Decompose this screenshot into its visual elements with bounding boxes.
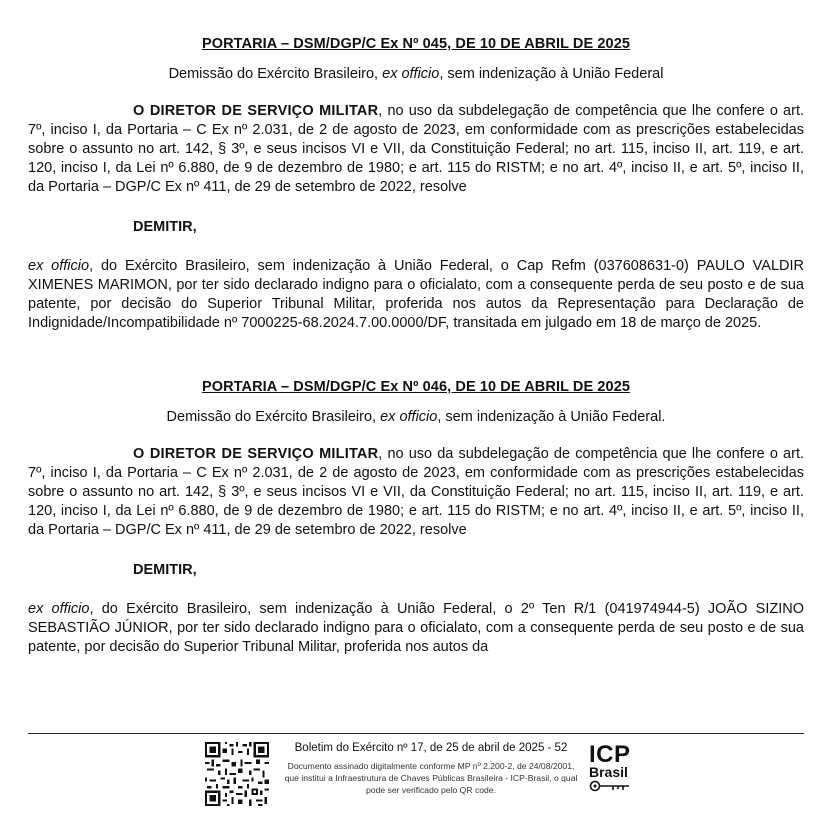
portaria-subtitle: Demissão do Exército Brasileiro, ex officio, sem indenização à União Federal. — [166, 409, 666, 425]
page-footer — [205, 740, 631, 820]
footer-divider — [28, 733, 804, 734]
decision-verb: DEMITIR, — [133, 562, 197, 578]
decision-body: ex officio, do Exército Brasileiro, sem indenização à União Federal, o Cap Refm (037608631-0) PAULO VALDIR XIMENES MARIMON, por ter sido declarado indigno para o oficialato, com a consequente perda de seu posto e de sua patente, por decisão do Superior Tribunal Militar, proferida nos autos da Representação para Declaração de Indignidade/Incompatibilidade nº 7000225-68.2024.7.00.0000/DF, transitada em julgado em 18 de março de 2025. — [28, 258, 804, 331]
portaria-title: PORTARIA – DSM/DGP/C Ex Nº 045, DE 10 DE ABRIL DE 2025 — [201, 36, 631, 52]
qr-code-icon[interactable] — [205, 742, 269, 806]
decision-body: ex officio, do Exército Brasileiro, sem indenização à União Federal, o 2º Ten R/1 (041974944-5) JOÃO SIZINO SEBASTIÃO JÚNIOR, por ter sido declarado indigno para o oficialato, com a consequente perda de seu posto e de sua patente, por decisão do Superior Tribunal Militar, proferida nos autos da — [28, 601, 804, 655]
footer-text — [281, 740, 581, 796]
icp-brasil-logo: ICP Brasil — [589, 744, 639, 792]
director-paragraph: O DIRETOR DE SERVIÇO MILITAR, no uso da subdelegação de competência que lhe confere o art. 7º, inciso I, da Portaria – C Ex nº 2.031, de 2 de agosto de 2023, em conformidade com as prescrições estabelecidas sobre o assunto no art. 142, § 3º, e seus incisos VI e VII, da Constituição Federal; no art. 115, inciso II, art. 119, e art. 120, inciso I, da Lei nº 6.880, de 9 de dezembro de 1980; e art. 115 do RISTM; e no art. 4º, inciso II, e art. 5º, inciso II, da Portaria – DGP/C Ex nº 411, de 29 de setembro de 2022, resolve — [28, 446, 805, 538]
portaria-subtitle: Demissão do Exército Brasileiro, ex officio, sem indenização à União Federal — [168, 66, 664, 82]
digital-signature-notice: Documento assinado digitalmente conforme MP nº 2.200-2, de 24/08/2001, que institui a Infraestrutura de Chaves Públicas Brasileira - ICP-Brasil, o qual pode ser verificado pelo QR code. — [284, 761, 578, 795]
portaria-title: PORTARIA – DSM/DGP/C Ex Nº 046, DE 10 DE ABRIL DE 2025 — [201, 379, 631, 395]
director-paragraph: O DIRETOR DE SERVIÇO MILITAR, no uso da subdelegação de competência que lhe confere o art. 7º, inciso I, da Portaria – C Ex nº 2.031, de 2 de agosto de 2023, em conformidade com as prescrições estabelecidas sobre o assunto no art. 142, § 3º, e seus incisos VI e VII, da Constituição Federal; no art. 115, inciso II, art. 119, e art. 120, inciso I, da Lei nº 6.880, de 9 de dezembro de 1980; e art. 115 do RISTM; e no art. 4º, inciso II, e art. 5º, inciso II, da Portaria – DGP/C Ex nº 411, de 29 de setembro de 2022, resolve — [28, 103, 805, 195]
document-page — [28, 34, 804, 657]
portaria-045 — [28, 34, 804, 333]
key-icon — [589, 780, 633, 792]
bulletin-reference: Boletim do Exército nº 17, de 25 de abril de 2025 - 52 — [294, 742, 568, 754]
decision-verb: DEMITIR, — [133, 219, 197, 235]
portaria-046 — [28, 377, 804, 657]
